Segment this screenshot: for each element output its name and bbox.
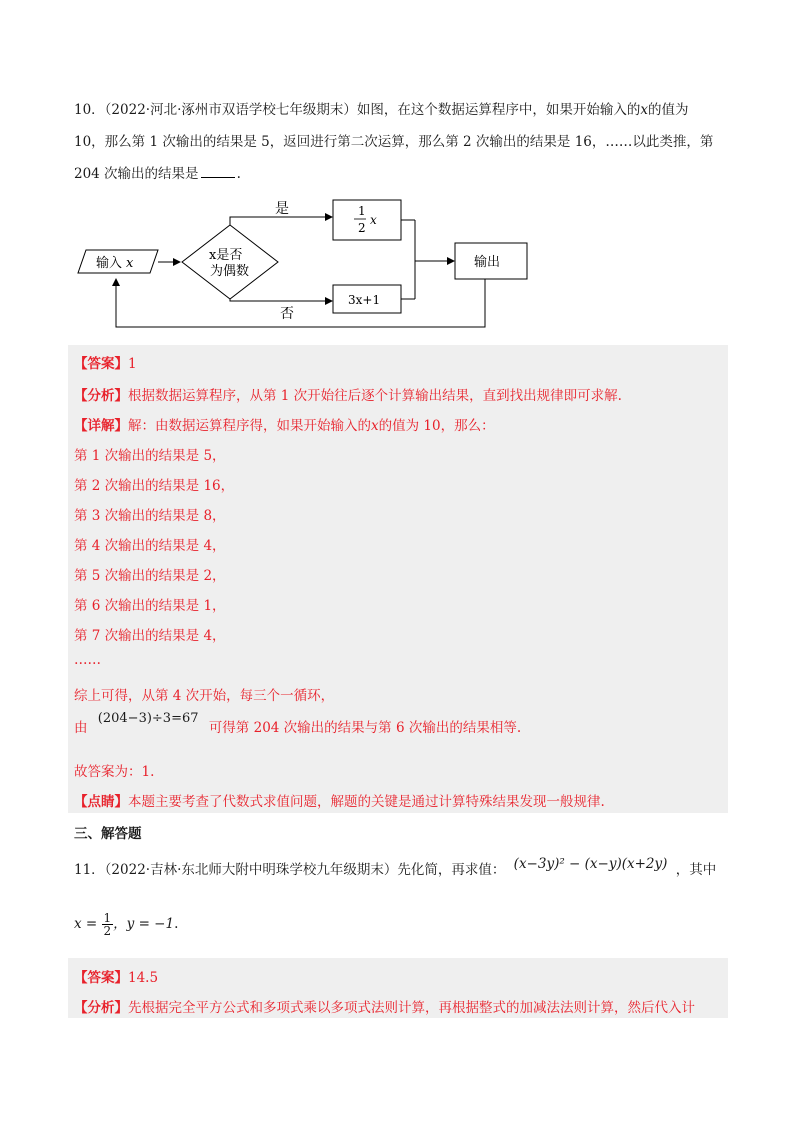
by-text: 由 — [74, 720, 88, 736]
q10-text-3-end: . — [236, 166, 241, 182]
step-1: 第 1 次输出的结果是 5， — [74, 448, 226, 464]
answer-line — [74, 352, 137, 372]
q11-tail: ，其中 — [675, 862, 717, 878]
q11-line-1 — [74, 858, 716, 878]
q11-expression: (x−3y)² − (x−y)(x+2y) — [513, 856, 668, 872]
detail-tail: 的值为 10，那么： — [378, 418, 495, 434]
step-4: 第 4 次输出的结果是 4， — [74, 538, 226, 554]
analysis-text: 根据数据运算程序，从第 1 次开始往后逐个计算输出结果，直到找出规律即可求解. — [128, 388, 622, 404]
decision-text-1: x是否 — [209, 248, 243, 263]
q10-line-3 — [74, 162, 241, 182]
odd-expr: 3x+1 — [348, 293, 381, 307]
q11-x-den: 2 — [103, 924, 112, 938]
q11-end: . — [174, 916, 179, 932]
conclusion-text: 可得第 204 次输出的结果与第 6 次输出的结果相等. — [208, 720, 522, 736]
q11-analysis-line — [74, 996, 695, 1016]
conclusion-line — [74, 711, 522, 736]
flowchart — [70, 195, 540, 340]
half-var: x — [370, 213, 377, 227]
comment-tag: 【点睛】 — [74, 794, 128, 810]
detail-text: 解：由数据运算程序得，如果开始输入的 — [128, 418, 371, 434]
detail-var: x — [371, 418, 379, 434]
q10-var-x: x — [640, 102, 648, 118]
comment-text: 本题主要考查了代数式求值问题，解题的关键是通过计算特殊结果发现一般规律. — [128, 794, 605, 810]
q11-y-part: ，y = −1 — [113, 916, 175, 932]
answer-value: 1 — [128, 356, 137, 372]
q10-line-2: 10，那么第 1 次输出的结果是 5，返回进行第二次运算，那么第 2 次输出的结果是 16，……以此类推，第 — [74, 134, 714, 150]
q10-line-1 — [74, 98, 689, 118]
q11-analysis-text: 先根据完全平方公式和多项式乘以多项式法则计算，再根据整式的加减法法则计算，然后代入计 — [128, 1000, 695, 1016]
q11-x-num: 1 — [103, 911, 112, 925]
no-label: 否 — [280, 306, 294, 322]
q10-text-1-tail: 的值为 — [648, 102, 689, 118]
final-answer: 故答案为：1. — [74, 764, 155, 780]
summary: 综上可得，从第 4 次开始，每三个一循环， — [74, 688, 335, 704]
section-heading: 三、解答题 — [74, 826, 142, 842]
yes-label: 是 — [275, 201, 289, 217]
comment-line — [74, 790, 605, 810]
q10-text-3: 204 次输出的结果是 — [74, 166, 199, 182]
q11-answer-tag: 【答案】 — [74, 970, 128, 986]
analysis-line — [74, 384, 622, 404]
q11-text: 11．（2022·吉林·东北师大附中明珠学校九年级期末）先化简，再求值： — [74, 862, 506, 878]
q11-line-2 — [74, 912, 178, 937]
q11-answer-line — [74, 966, 158, 986]
formula: (204−3)÷3=67 — [97, 711, 199, 726]
input-label: 输入 — [96, 256, 123, 271]
detail-line — [74, 414, 495, 434]
step-7: 第 7 次输出的结果是 4， — [74, 628, 226, 644]
input-var: x — [126, 256, 134, 271]
analysis-tag: 【分析】 — [74, 388, 128, 404]
q11-x-eq: x = — [74, 916, 98, 932]
half-den: 2 — [358, 221, 366, 235]
q11-analysis-tag: 【分析】 — [74, 1000, 128, 1016]
answer-blank — [201, 167, 235, 178]
q11-x-fraction — [102, 912, 114, 937]
half-num: 1 — [358, 204, 366, 218]
q11-answer-value: 14.5 — [128, 970, 159, 986]
step-5: 第 5 次输出的结果是 2， — [74, 568, 226, 584]
step-2: 第 2 次输出的结果是 16， — [74, 478, 235, 494]
q10-text-1: 10．（2022·河北·涿州市双语学校七年级期末）如图，在这个数据运算程序中，如果开始输入的 — [74, 102, 641, 118]
step-6: 第 6 次输出的结果是 1， — [74, 598, 226, 614]
detail-tag: 【详解】 — [74, 418, 128, 434]
answer-tag: 【答案】 — [74, 356, 128, 372]
output-label: 输出 — [474, 255, 501, 270]
step-3: 第 3 次输出的结果是 8， — [74, 508, 226, 524]
decision-text-2: 为偶数 — [210, 264, 250, 279]
ellipsis: …… — [74, 652, 101, 668]
half-x-box — [333, 200, 401, 240]
